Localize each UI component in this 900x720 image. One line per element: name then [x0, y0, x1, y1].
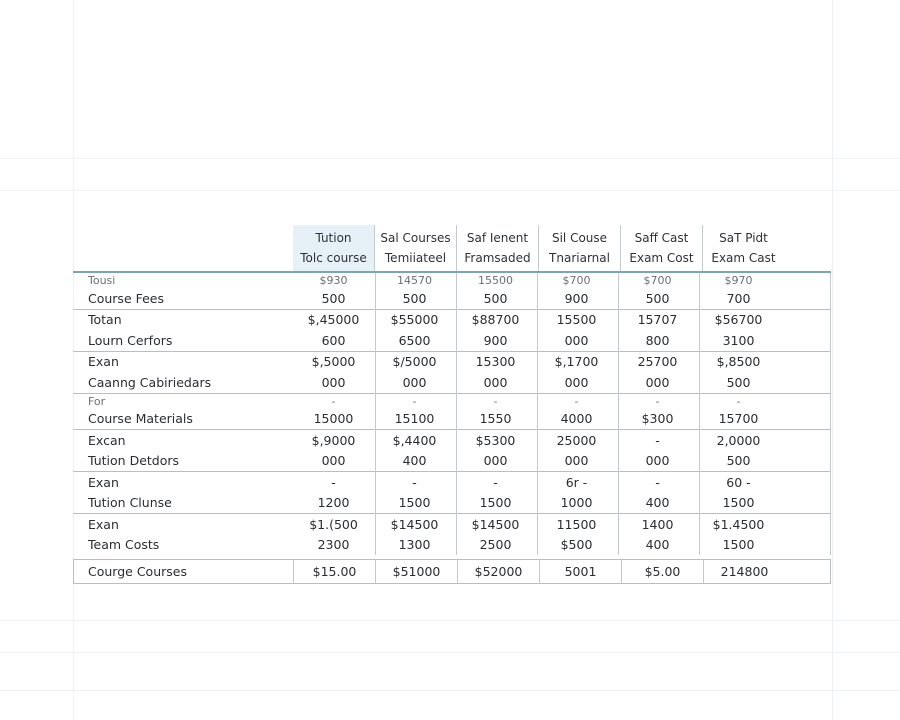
table-cell[interactable]: 15300	[475, 354, 516, 370]
table-cell[interactable]: $300	[641, 411, 674, 427]
table-cell[interactable]: $1.(500	[309, 516, 358, 532]
column-divider	[375, 273, 376, 555]
table-cell[interactable]: 60 -	[726, 474, 751, 490]
column-header-1[interactable]	[293, 225, 374, 271]
total-cell[interactable]: $5.00	[621, 560, 703, 583]
row-label[interactable]: Excan	[88, 432, 126, 448]
table-cell[interactable]: $970	[724, 274, 753, 287]
total-row	[73, 559, 831, 584]
header-row	[73, 225, 831, 273]
row-label[interactable]: Course Fees	[88, 290, 165, 306]
table-cell[interactable]: $,4400	[392, 432, 437, 448]
total-cell[interactable]: $15.00	[293, 560, 375, 583]
row-label[interactable]: Exan	[88, 516, 119, 532]
table-cell[interactable]: 1000	[560, 495, 593, 511]
column-divider	[456, 273, 457, 555]
table-row	[73, 451, 831, 473]
table-cell[interactable]: 6500	[398, 332, 431, 348]
column-divider	[618, 273, 619, 555]
column-header-line1: Tution	[315, 231, 352, 245]
table-cell[interactable]: $700	[643, 274, 672, 287]
table-row	[73, 409, 831, 431]
table-cell[interactable]: 500	[402, 290, 427, 306]
table-cell[interactable]: 700	[726, 290, 751, 306]
total-cell[interactable]: $52000	[457, 560, 539, 583]
table-cell[interactable]: 1500	[722, 537, 755, 553]
table-cell[interactable]: -	[493, 394, 498, 408]
table-cell[interactable]: 900	[564, 290, 589, 306]
table-cell[interactable]: -	[655, 474, 660, 490]
table-cell[interactable]: $700	[562, 274, 591, 287]
table-cell[interactable]: $,8500	[716, 354, 761, 370]
column-header-line1: Sil Couse	[551, 231, 608, 245]
table-cell[interactable]: 000	[483, 453, 508, 469]
table-cell[interactable]: 000	[564, 374, 589, 390]
table-cell[interactable]: 000	[564, 332, 589, 348]
table-cell[interactable]: -	[574, 394, 579, 408]
row-label[interactable]: Tution Clunse	[88, 495, 172, 511]
table-row	[73, 330, 831, 352]
table-cell[interactable]: 1500	[722, 495, 755, 511]
table-row	[73, 472, 831, 493]
table-cell[interactable]: 1400	[641, 516, 674, 532]
row-label[interactable]: Exan	[88, 474, 119, 490]
table-cell[interactable]: 15000	[313, 411, 354, 427]
row-label[interactable]: Team Costs	[88, 537, 160, 553]
table-cell[interactable]: 2300	[317, 537, 350, 553]
table-cell[interactable]: 15500	[556, 312, 597, 328]
table-cell[interactable]: 1200	[317, 495, 350, 511]
cost-table	[73, 225, 831, 584]
table-cell[interactable]: 600	[321, 332, 346, 348]
table-cell[interactable]: 000	[321, 374, 346, 390]
table-cell[interactable]: 2,0000	[716, 432, 761, 448]
column-header-line1: Saff Cast	[634, 231, 689, 245]
table-cell[interactable]: 11500	[556, 516, 597, 532]
table-cell[interactable]: 500	[321, 290, 346, 306]
column-header-line2: Tnariarnal	[549, 251, 610, 265]
table-cell[interactable]: $,1700	[554, 354, 599, 370]
column-divider	[537, 273, 538, 555]
table-cell[interactable]: 2500	[479, 537, 512, 553]
table-row	[73, 394, 831, 409]
table-cell[interactable]: -	[331, 394, 336, 408]
column-header-line2: Tolc course	[300, 251, 367, 265]
column-header-line2: Temiiateel	[384, 251, 447, 265]
table-cell[interactable]: 3100	[722, 332, 755, 348]
table-row	[73, 310, 831, 331]
table-cell[interactable]: 000	[564, 453, 589, 469]
table-cell[interactable]: $1.4500	[712, 516, 765, 532]
table-cell[interactable]: 4000	[560, 411, 593, 427]
table-cell[interactable]: 500	[726, 453, 751, 469]
table-cell[interactable]: -	[331, 474, 336, 490]
table-cell[interactable]: $930	[319, 274, 348, 287]
table-cell[interactable]: 400	[645, 537, 670, 553]
column-header-3[interactable]	[456, 225, 538, 271]
table-cell[interactable]: 000	[645, 374, 670, 390]
row-label[interactable]: Tution Detdors	[88, 453, 180, 469]
table-cell[interactable]: $,45000	[307, 312, 360, 328]
table-cell[interactable]: 14570	[397, 274, 432, 287]
table-cell[interactable]: 400	[402, 453, 427, 469]
table-cell[interactable]: -	[736, 394, 741, 408]
column-header-4[interactable]	[538, 225, 620, 271]
table-cell[interactable]: 800	[645, 332, 670, 348]
table-cell[interactable]: 400	[645, 495, 670, 511]
column-header-line2: Exam Cost	[629, 251, 694, 265]
table-cell[interactable]: 15100	[394, 411, 435, 427]
table-cell[interactable]: 1500	[479, 495, 512, 511]
column-header-line1: SaT Pidt	[719, 231, 768, 245]
table-cell[interactable]: 1300	[398, 537, 431, 553]
table-row	[73, 493, 831, 515]
table-cell[interactable]: 500	[483, 290, 508, 306]
column-header-6[interactable]	[702, 225, 784, 271]
table-body	[73, 273, 831, 555]
table-cell[interactable]: 15700	[718, 411, 759, 427]
table-cell[interactable]: $5300	[475, 432, 516, 448]
table-row	[73, 273, 831, 288]
table-cell[interactable]: 900	[483, 332, 508, 348]
column-divider	[699, 273, 700, 555]
row-label[interactable]: Course Materials	[88, 411, 193, 427]
table-cell[interactable]: 500	[726, 374, 751, 390]
total-cell[interactable]: 5001	[539, 560, 621, 583]
total-cell[interactable]: 214800	[703, 560, 785, 583]
table-cell[interactable]: 000	[321, 453, 346, 469]
row-label[interactable]: Totan	[88, 312, 122, 328]
table-cell[interactable]: $56700	[714, 312, 763, 328]
column-header-line1: Saf Ienent	[466, 231, 529, 245]
table-cell[interactable]: 1500	[398, 495, 431, 511]
table-cell[interactable]: -	[493, 474, 498, 490]
table-row	[73, 514, 831, 535]
table-cell[interactable]: -	[412, 394, 417, 408]
table-row	[73, 352, 831, 373]
column-header-line2: Framsaded	[464, 251, 531, 265]
table-cell[interactable]: 000	[645, 453, 670, 469]
table-cell[interactable]: 25700	[637, 354, 678, 370]
column-divider	[830, 273, 831, 555]
table-row	[73, 535, 831, 556]
row-label[interactable]: Exan	[88, 354, 119, 370]
table-row	[73, 372, 831, 394]
table-cell[interactable]: 000	[483, 374, 508, 390]
table-cell[interactable]: $/5000	[392, 354, 437, 370]
table-cell[interactable]: $500	[560, 537, 593, 553]
table-cell[interactable]: -	[655, 394, 660, 408]
table-row	[73, 288, 831, 310]
row-label[interactable]: Caanng Cabiriedars	[88, 374, 212, 390]
column-header-2[interactable]	[374, 225, 456, 271]
row-label[interactable]: For	[88, 394, 106, 408]
table-cell[interactable]: $,9000	[311, 432, 356, 448]
column-header-5[interactable]	[620, 225, 702, 271]
column-header-line2: Exam Cast	[711, 251, 776, 265]
column-header-line1: Sal Courses	[380, 231, 451, 245]
table-cell[interactable]: 6r -	[565, 474, 588, 490]
total-label[interactable]: Courge Courses	[88, 564, 187, 579]
table-cell[interactable]: $55000	[390, 312, 439, 328]
table-cell[interactable]: $88700	[471, 312, 520, 328]
table-cell[interactable]: 15707	[637, 312, 678, 328]
table-cell[interactable]: 500	[645, 290, 670, 306]
row-label[interactable]: Lourn Cerfors	[88, 332, 173, 348]
header-corner	[73, 225, 293, 271]
table-row	[73, 430, 831, 451]
table-cell[interactable]: 000	[402, 374, 427, 390]
row-label[interactable]: Tousi	[88, 274, 116, 287]
table-cell[interactable]: -	[655, 432, 660, 448]
table-cell[interactable]: 15500	[478, 274, 513, 287]
table-cell[interactable]: $14500	[390, 516, 439, 532]
total-cell[interactable]: $51000	[375, 560, 457, 583]
table-cell[interactable]: $,5000	[311, 354, 356, 370]
table-cell[interactable]: 25000	[556, 432, 597, 448]
table-cell[interactable]: -	[412, 474, 417, 490]
table-cell[interactable]: 1550	[479, 411, 512, 427]
table-cell[interactable]: $14500	[471, 516, 520, 532]
